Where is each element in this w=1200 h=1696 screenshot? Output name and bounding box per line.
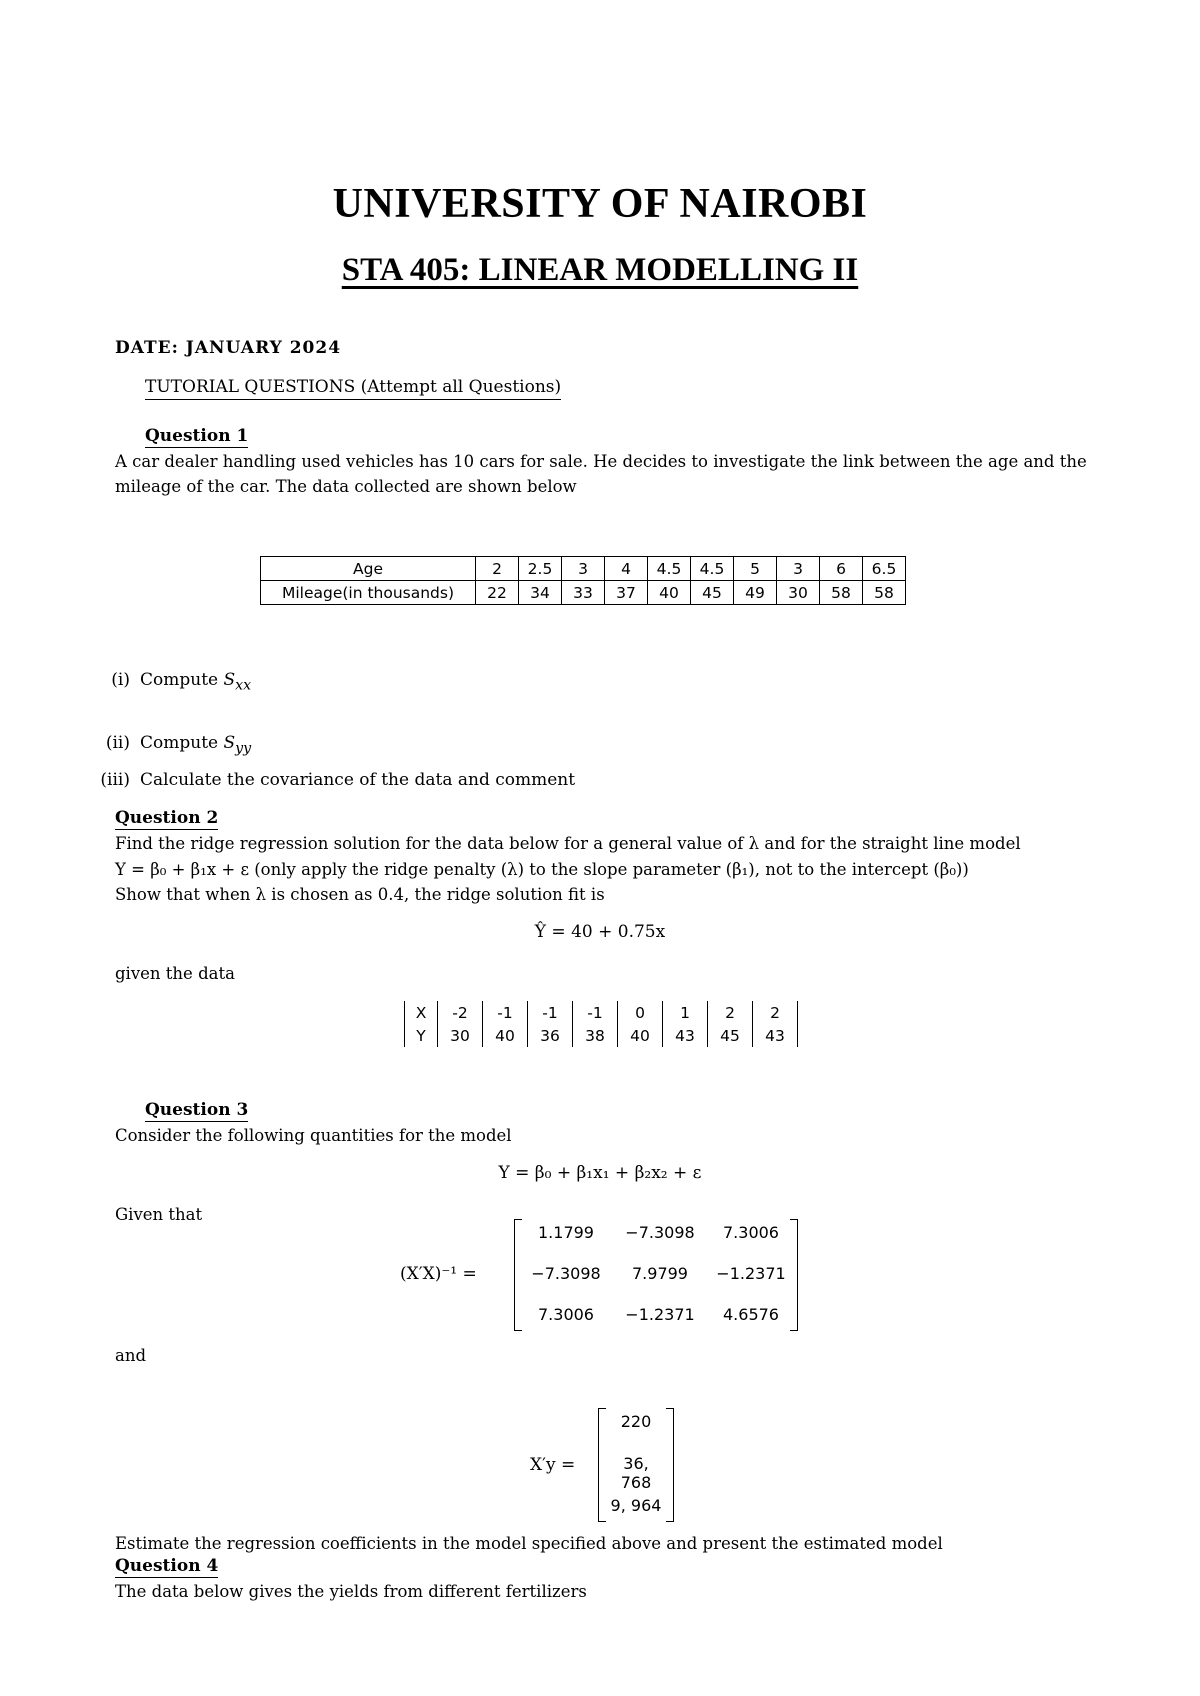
table-cell: -1	[573, 1001, 618, 1024]
tutorial-instructions: TUTORIAL QUESTIONS (Attempt all Questions)	[145, 377, 561, 400]
table-cell: 34	[519, 581, 562, 605]
inverse-matrix-label: (X′X)⁻¹ =	[400, 1264, 477, 1284]
question-2-heading: Question 2	[115, 808, 219, 828]
question-1-part-ii	[80, 733, 251, 756]
matrix-cell: 7.3006	[538, 1305, 594, 1324]
inverse-matrix	[514, 1219, 798, 1331]
question-2-given: given the data	[115, 964, 235, 983]
row-label-x: X	[405, 1001, 438, 1024]
table-cell: 45	[691, 581, 734, 605]
question-2-line-1: Find the ridge regression solution for the data below for a general value of λ and for the straight line model	[115, 834, 1021, 853]
left-bracket	[514, 1219, 522, 1331]
table-cell: 38	[573, 1024, 618, 1047]
xy-vector	[598, 1408, 674, 1522]
table-cell: 2.5	[519, 557, 562, 581]
question-2-line-2: Y = β₀ + β₁x + ε (only apply the ridge penalty (λ) to the slope parameter (β₁), not to the intercept (β₀))	[115, 860, 969, 879]
part-symbol: S	[223, 733, 236, 753]
table-cell: -1	[483, 1001, 528, 1024]
table-row	[405, 1001, 798, 1024]
part-number: (ii)	[105, 733, 130, 753]
question-3-given-that: Given that	[115, 1205, 203, 1224]
course-title-text: STA 405: LINEAR MODELLING II	[341, 252, 859, 288]
question-2-line-3: Show that when λ is chosen as 0.4, the ridge solution fit is	[115, 885, 605, 904]
question-1-heading: Question 1	[145, 426, 249, 446]
table-cell: 4.5	[648, 557, 691, 581]
age-mileage-table	[260, 556, 906, 605]
course-title	[0, 252, 1200, 289]
table-cell: 6.5	[863, 557, 906, 581]
question-4-heading: Question 4	[115, 1556, 219, 1576]
vector-cell: 9, 964	[610, 1496, 662, 1515]
xy-data-table	[404, 1001, 798, 1047]
table-cell: 4	[605, 557, 648, 581]
table-cell: 43	[663, 1024, 708, 1047]
table-cell: 6	[820, 557, 863, 581]
part-symbol: S	[223, 670, 236, 690]
row-label-age: Age	[261, 557, 476, 581]
question-3-heading: Question 3	[145, 1100, 249, 1120]
table-cell: 4.5	[691, 557, 734, 581]
vector-cell: 220	[620, 1412, 652, 1431]
matrix-cell: −7.3098	[531, 1264, 601, 1283]
row-label-y: Y	[405, 1024, 438, 1047]
row-label-mileage: Mileage(in thousands)	[261, 581, 476, 605]
question-3-intro: Consider the following quantities for the model	[115, 1126, 512, 1145]
matrix-cell: −1.2371	[716, 1264, 786, 1283]
table-cell: -2	[438, 1001, 483, 1024]
part-number: (iii)	[100, 770, 130, 790]
table-cell: 2	[708, 1001, 753, 1024]
table-row	[261, 581, 906, 605]
question-4-text: The data below gives the yields from different fertilizers	[115, 1582, 587, 1601]
table-cell: 43	[753, 1024, 798, 1047]
question-1-part-i	[80, 670, 251, 693]
part-text: Calculate the covariance of the data and comment	[140, 770, 576, 790]
table-cell: 1	[663, 1001, 708, 1024]
table-cell: 30	[777, 581, 820, 605]
table-cell: 2	[753, 1001, 798, 1024]
table-cell: 22	[476, 581, 519, 605]
table-cell: 40	[483, 1024, 528, 1047]
matrix-cell: −7.3098	[625, 1223, 695, 1242]
table-row	[405, 1024, 798, 1047]
table-cell: 3	[777, 557, 820, 581]
table-cell: 58	[863, 581, 906, 605]
table-row	[261, 557, 906, 581]
table-cell: -1	[528, 1001, 573, 1024]
left-bracket	[598, 1408, 606, 1522]
xy-vector-label: X′y =	[530, 1455, 576, 1475]
ridge-fit-equation: Ŷ = 40 + 0.75x	[534, 922, 666, 942]
table-cell: 33	[562, 581, 605, 605]
right-bracket	[666, 1408, 674, 1522]
part-text: Compute	[140, 733, 224, 753]
regression-model-equation: Y = β₀ + β₁x₁ + β₂x₂ + ε	[498, 1163, 702, 1183]
question-1-text: A car dealer handling used vehicles has 10 cars for sale. He decides to investigate the link between the age and the mileage of the car. The data collected are shown below	[115, 452, 1087, 496]
part-text: Compute	[140, 670, 224, 690]
matrix-cell: 4.6576	[723, 1305, 779, 1324]
part-number: (i)	[111, 670, 130, 690]
table-cell: 2	[476, 557, 519, 581]
table-cell: 30	[438, 1024, 483, 1047]
table-cell: 3	[562, 557, 605, 581]
university-title: UNIVERSITY OF NAIROBI	[332, 181, 868, 227]
table-cell: 36	[528, 1024, 573, 1047]
table-cell: 37	[605, 581, 648, 605]
question-1-part-iii	[80, 770, 575, 790]
table-cell: 40	[648, 581, 691, 605]
vector-cell: 36, 768	[620, 1454, 652, 1492]
matrix-cell: 7.3006	[723, 1223, 779, 1242]
table-cell: 5	[734, 557, 777, 581]
table-cell: 58	[820, 581, 863, 605]
table-cell: 0	[618, 1001, 663, 1024]
table-cell: 40	[618, 1024, 663, 1047]
question-3-task: Estimate the regression coefficients in the model specified above and present the estimated model	[115, 1534, 943, 1553]
part-subscript: xx	[235, 677, 252, 694]
exam-date: DATE: JANUARY 2024	[115, 338, 342, 358]
table-cell: 45	[708, 1024, 753, 1047]
part-subscript: yy	[235, 740, 252, 757]
question-3-and: and	[115, 1346, 147, 1365]
matrix-cell: 7.9799	[632, 1264, 688, 1283]
matrix-cell: −1.2371	[625, 1305, 695, 1324]
matrix-cell: 1.1799	[538, 1223, 594, 1242]
table-cell: 49	[734, 581, 777, 605]
